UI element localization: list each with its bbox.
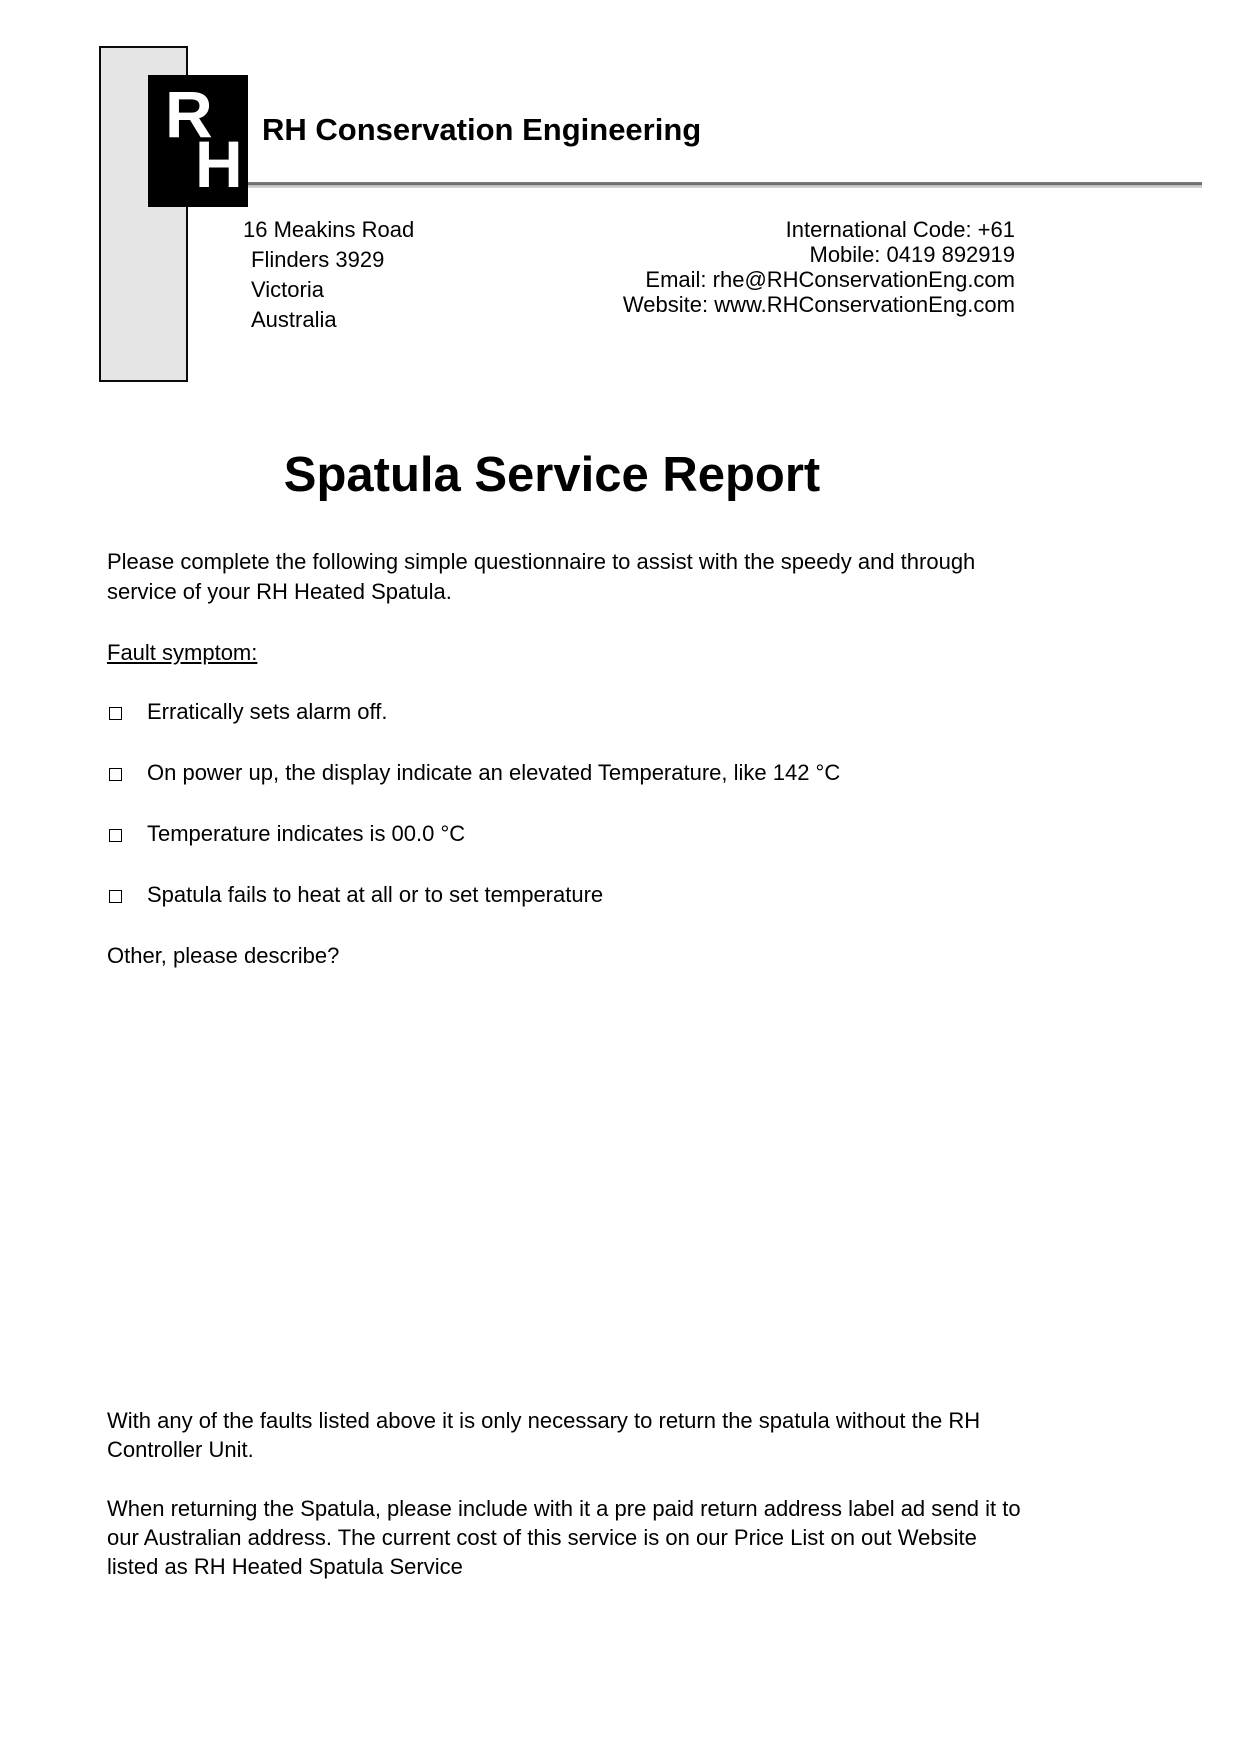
contact-international-code: International Code: +61 <box>785 217 1015 242</box>
empty-checkbox-icon[interactable] <box>109 890 122 903</box>
address-line: Victoria <box>251 277 324 302</box>
company-name: RH Conservation Engineering <box>262 112 702 147</box>
fault-option-label: On power up, the display indicate an elevated Temperature, like 142 °C <box>147 760 841 785</box>
fault-symptom-heading: Fault symptom: <box>107 640 258 665</box>
address-line: Australia <box>251 307 337 332</box>
page-title: Spatula Service Report <box>283 448 821 502</box>
other-describe-prompt: Other, please describe? <box>107 943 340 968</box>
address-line: 16 Meakins Road <box>243 217 415 242</box>
logo-letter-h: H <box>195 127 243 201</box>
fault-option-row <box>109 880 603 910</box>
empty-checkbox-icon[interactable] <box>109 768 122 781</box>
intro-paragraph: Please complete the following simple questionnaire to assist with the speedy and through service of your RH Heated Spatula. <box>107 549 976 604</box>
fault-option-label: Temperature indicates is 00.0 °C <box>147 821 466 846</box>
fault-option-label: Erratically sets alarm off. <box>147 699 388 724</box>
logo-letter-r: R <box>165 77 213 151</box>
contact-mobile: Mobile: 0419 892919 <box>809 242 1015 267</box>
fault-option-row <box>109 758 840 788</box>
address-line: Flinders 3929 <box>251 247 385 272</box>
company-address <box>243 215 414 335</box>
company-logo <box>148 75 248 207</box>
empty-checkbox-icon[interactable] <box>109 829 122 842</box>
company-contact-info <box>623 217 1015 317</box>
return-note-paragraph: With any of the faults listed above it is only necessary to return the spatula without the RH Controller Unit. <box>107 1408 981 1462</box>
fault-option-row <box>109 697 387 727</box>
fault-option-row <box>109 819 465 849</box>
contact-website: Website: www.RHConservationEng.com <box>622 292 1015 317</box>
empty-checkbox-icon[interactable] <box>109 707 122 720</box>
header-divider <box>248 182 1202 188</box>
shipping-note-paragraph: When returning the Spatula, please include with it a pre paid return address label ad send it to our Australian address. The current cost of this service is on our Price List on out Website listed as RH Heated Spatula Service <box>107 1496 1021 1579</box>
contact-email: Email: rhe@RHConservationEng.com <box>645 267 1015 292</box>
fault-option-label: Spatula fails to heat at all or to set temperature <box>147 882 604 907</box>
